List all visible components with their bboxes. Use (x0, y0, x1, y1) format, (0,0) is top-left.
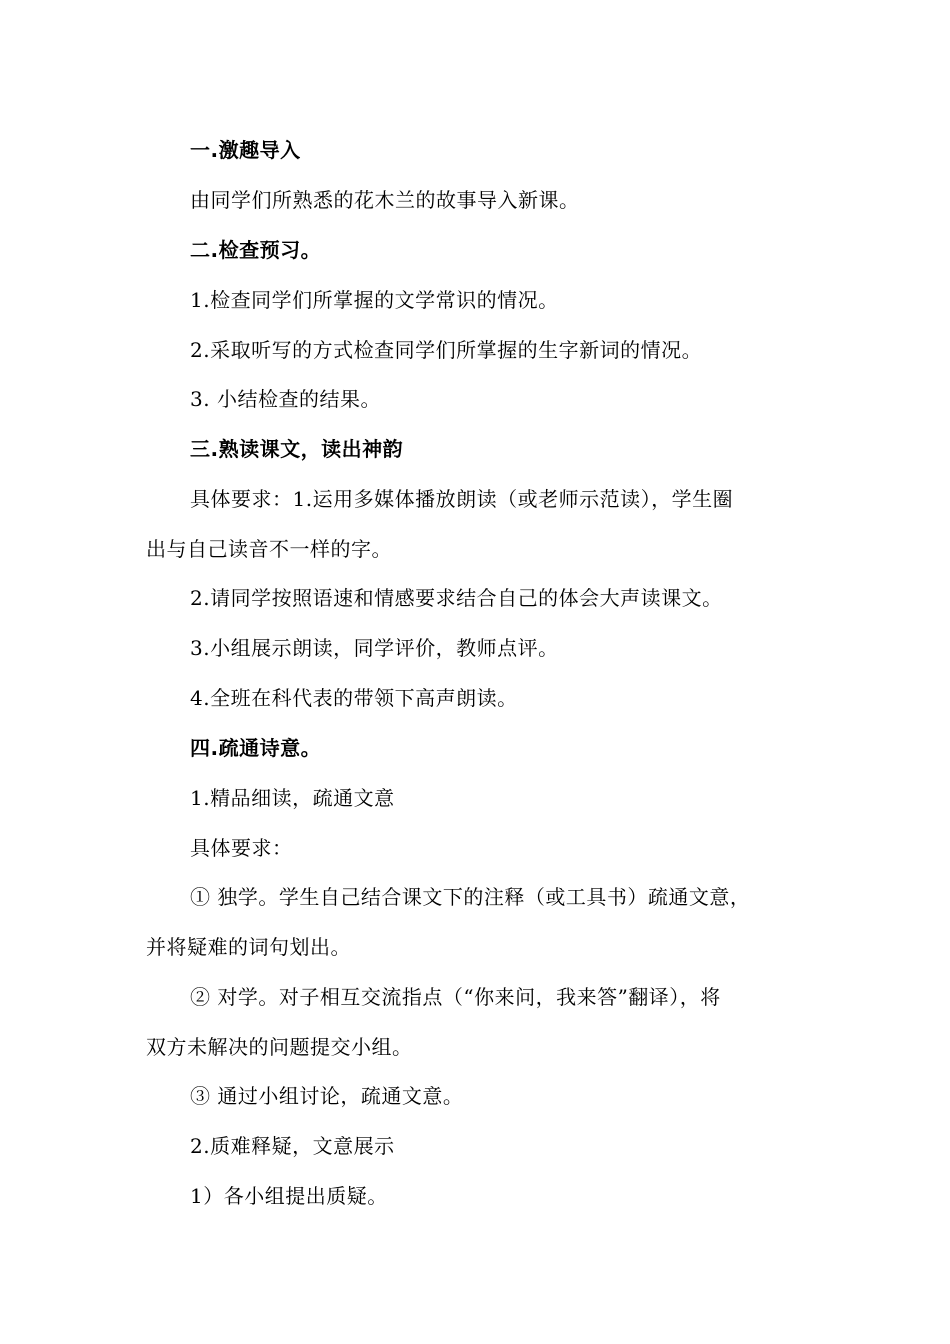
paragraph-continuation: 双方未解决的问题提交小组。 (146, 1035, 413, 1059)
list-item: 3. 小结检查的结果。 (190, 387, 381, 411)
list-item: 3.小组展示朗读，同学评价，教师点评。 (190, 636, 559, 660)
list-item: 2.请同学按照语速和情感要求结合自己的体会大声读课文。 (190, 586, 723, 610)
list-item: ② 对学。对子相互交流指点（“你来问，我来答”翻译），将 (190, 985, 721, 1009)
heading-3: 三.熟读课文，读出神韵 (190, 437, 404, 461)
paragraph: 由同学们所熟悉的花木兰的故事导入新课。 (190, 188, 580, 212)
list-item: 4.全班在科代表的带领下高声朗读。 (190, 686, 518, 710)
heading-2: 二.检查预习。 (190, 238, 322, 262)
list-item: 2.质难释疑，文意展示 (190, 1134, 395, 1158)
list-item: 1.检查同学们所掌握的文学常识的情况。 (190, 288, 559, 312)
list-item: 1.精品细读，疏通文意 (190, 786, 395, 810)
paragraph-continuation: 出与自己读音不一样的字。 (146, 537, 392, 561)
list-item: ① 独学。学生自己结合课文下的注释（或工具书）疏通文意， (190, 885, 751, 909)
paragraph-continuation: 并将疑难的词句划出。 (146, 935, 351, 959)
list-item: ③ 通过小组讨论，疏通文意。 (190, 1084, 464, 1108)
heading-1: 一.激趣导入 (190, 138, 301, 162)
paragraph: 具体要求： (190, 836, 293, 860)
heading-4: 四.疏通诗意。 (190, 736, 322, 760)
paragraph: 具体要求：1.运用多媒体播放朗读（或老师示范读），学生圈 (190, 487, 734, 511)
list-item: 2.采取听写的方式检查同学们所掌握的生字新词的情况。 (190, 338, 703, 362)
list-item: 1）各小组提出质疑。 (190, 1184, 388, 1208)
